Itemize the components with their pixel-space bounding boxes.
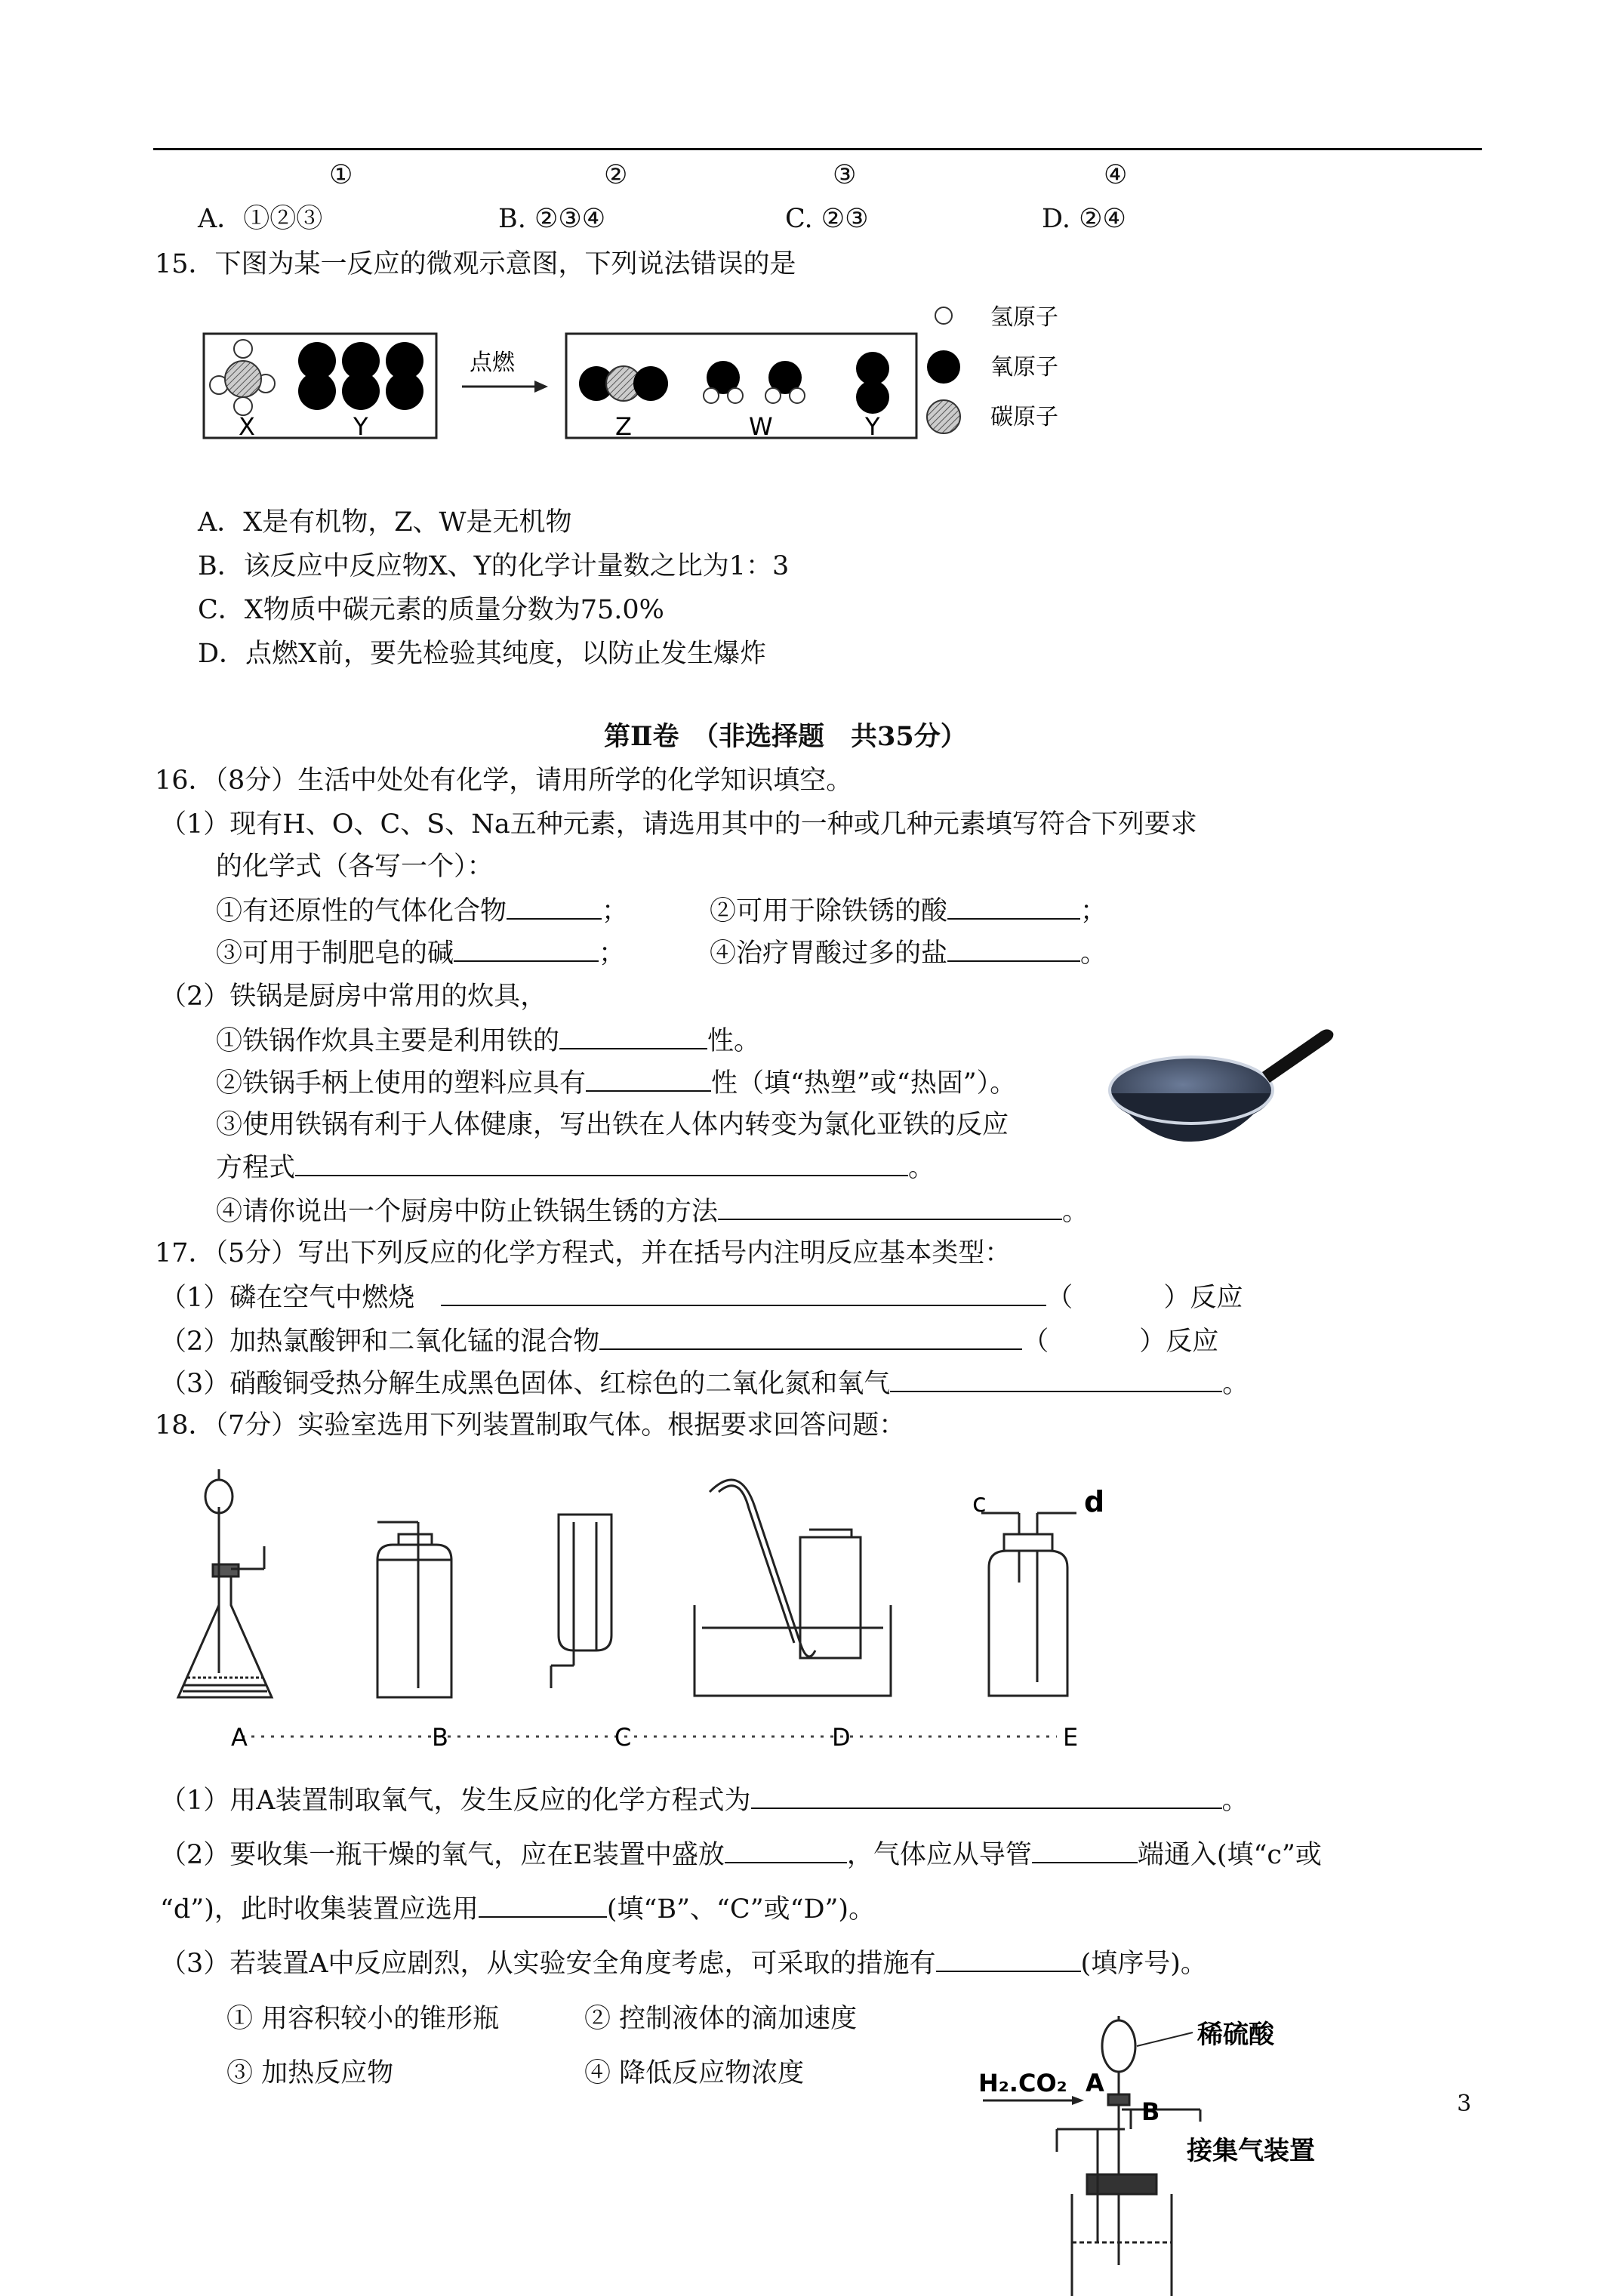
q14-option-a: A．①②③ [198, 204, 323, 234]
apparatus-b [377, 1522, 451, 1697]
q17-line1: （1）磷在空气中燃烧 （ ）反应 [160, 1283, 1243, 1313]
q18-stem: 18．（7分）实验室选用下列装置制取气体。根据要求回答问题： [155, 1410, 906, 1441]
section-title: 第Ⅱ卷 （非选择题 共35分） [604, 721, 967, 752]
q18-opt-2: ② 控制液体的滴加速度 [584, 2004, 858, 2034]
q15-option-b: B．该反应中反应物X、Y的化学计量数之比为1：3 [198, 551, 790, 581]
apparatus-c [551, 1515, 611, 1688]
label-x: X [239, 412, 255, 441]
q16-part2-1: ①铁锅作炊具主要是利用铁的 性。 [216, 1026, 761, 1056]
q16-part1-b: 的化学式（各写一个）： [216, 852, 494, 882]
molecule-z [579, 366, 668, 401]
q17-line2: （2）加热氯酸钾和二氧化锰的混合物 （ ）反应 [160, 1327, 1219, 1357]
carbon-legend-icon [927, 400, 960, 433]
port-c: c [972, 1488, 987, 1518]
q18-opt-4: ④ 降低反应物浓度 [584, 2058, 805, 2088]
molecule-w [704, 361, 805, 403]
gas-generator-diagram [974, 2016, 1366, 2296]
q15-stem: 15．下图为某一反应的微观示意图，下列说法错误的是 [155, 249, 796, 279]
q16-part1-a: （1）现有H、O、C、S、Na五种元素，请选用其中的一种或几种元素填写符合下列要求 [160, 809, 1197, 840]
reaction-diagram [196, 294, 1132, 461]
q16-part2-4: ④请你说出一个厨房中防止铁锅生锈的方法 。 [216, 1197, 1089, 1227]
circled-4: ④ [1104, 160, 1128, 190]
legend-oxygen: 氧原子 [990, 354, 1058, 381]
q16-part2-3a: ③使用铁锅有利于人体健康，写出铁在人体内转变为氯化亚铁的反应 [216, 1110, 1009, 1140]
port-d: d [1084, 1485, 1105, 1518]
label-w: W [749, 412, 773, 441]
q17-line3: （3）硝酸铜受热分解生成黑色固体、红棕色的二氧化氮和氧气 。 [160, 1369, 1249, 1399]
legend-carbon: 碳原子 [990, 404, 1058, 430]
gas-in-label: H₂.CO₂ [978, 2069, 1067, 2097]
header-rule [153, 148, 1482, 150]
q16-part2: （2）铁锅是厨房中常用的炊具， [160, 982, 547, 1012]
valve-b-label: B [1141, 2097, 1160, 2126]
q18-line1: （1）用A装置制取氧气，发生反应的化学方程式为 。 [160, 1786, 1249, 1816]
legend-hydrogen: 氢原子 [990, 304, 1058, 331]
circled-2: ② [604, 160, 628, 190]
apparatus-diagram [151, 1462, 1147, 1756]
q16-item4: ④治疗胃酸过多的盐 。 [710, 938, 1107, 969]
q18-opt-1: ① 用容积较小的锥形瓶 [226, 2004, 500, 2034]
apparatus-label-c: C [614, 1723, 632, 1752]
apparatus-label-b: B [432, 1723, 448, 1752]
apparatus-d [694, 1480, 891, 1696]
molecule-x [210, 340, 275, 415]
q15-option-d: D．点燃X前，要先检验其纯度，以防止发生爆炸 [198, 639, 766, 669]
molecule-y-product [856, 352, 889, 414]
q17-stem: 17．（5分）写出下列反应的化学方程式，并在括号内注明反应基本类型： [155, 1238, 1012, 1268]
q14-option-c: C. ②③ [785, 204, 869, 234]
acid-label: 稀硫酸 [1197, 2020, 1274, 2050]
q14-option-d: D. ②④ [1042, 204, 1126, 234]
q16-part2-2: ②铁锅手柄上使用的塑料应具有 性（填“热塑”或“热固”）。 [216, 1068, 1017, 1099]
circled-1: ① [329, 160, 353, 190]
q15-option-c: C．X物质中碳元素的质量分数为75.0% [198, 595, 664, 625]
oxygen-legend-icon [927, 350, 960, 384]
circled-3: ③ [833, 160, 857, 190]
arrow-label: 点燃 [470, 350, 515, 376]
apparatus-label-a: A [231, 1723, 248, 1752]
page-number: 3 [1457, 2091, 1472, 2117]
q16-item2: ②可用于除铁锈的酸 ； [710, 896, 1107, 926]
q16-item3: ③可用于制肥皂的碱 ； [216, 938, 626, 969]
apparatus-label-d: D [832, 1723, 851, 1752]
molecule-y-group [298, 342, 423, 410]
q16-part2-3b: 方程式 。 [216, 1153, 935, 1183]
apparatus-label-e: E [1063, 1723, 1079, 1752]
valve-a-label: A [1086, 2069, 1104, 2097]
label-y2: Y [865, 412, 880, 441]
q15-option-a: A．X是有机物，Z、W是无机物 [198, 507, 572, 538]
wok-image [1102, 1016, 1344, 1145]
collect-label: 接集气装置 [1187, 2136, 1315, 2166]
label-z: Z [615, 412, 632, 441]
q18-line2: （2）要收集一瓶干燥的氧气，应在E装置中盛放 ，气体应从导管 端通入(填“c”或 [160, 1840, 1322, 1870]
apparatus-a [178, 1469, 272, 1697]
q18-opt-3: ③ 加热反应物 [226, 2058, 394, 2088]
hydrogen-legend-icon [935, 307, 952, 324]
apparatus-e [981, 1513, 1076, 1696]
q16-item1: ①有还原性的气体化合物 ； [216, 896, 629, 926]
q14-option-b: B. ②③④ [498, 204, 606, 234]
label-y: Y [353, 412, 368, 441]
q18-line2-cont: “d”)，此时收集装置应选用 (填“B”、“C”或“D”)。 [160, 1894, 876, 1925]
q18-line3: （3）若装置A中反应剧烈，从实验安全角度考虑，可采取的措施有 (填序号)。 [160, 1949, 1207, 1979]
q16-stem: 16．（8分）生活中处处有化学，请用所学的化学知识填空。 [155, 766, 853, 796]
